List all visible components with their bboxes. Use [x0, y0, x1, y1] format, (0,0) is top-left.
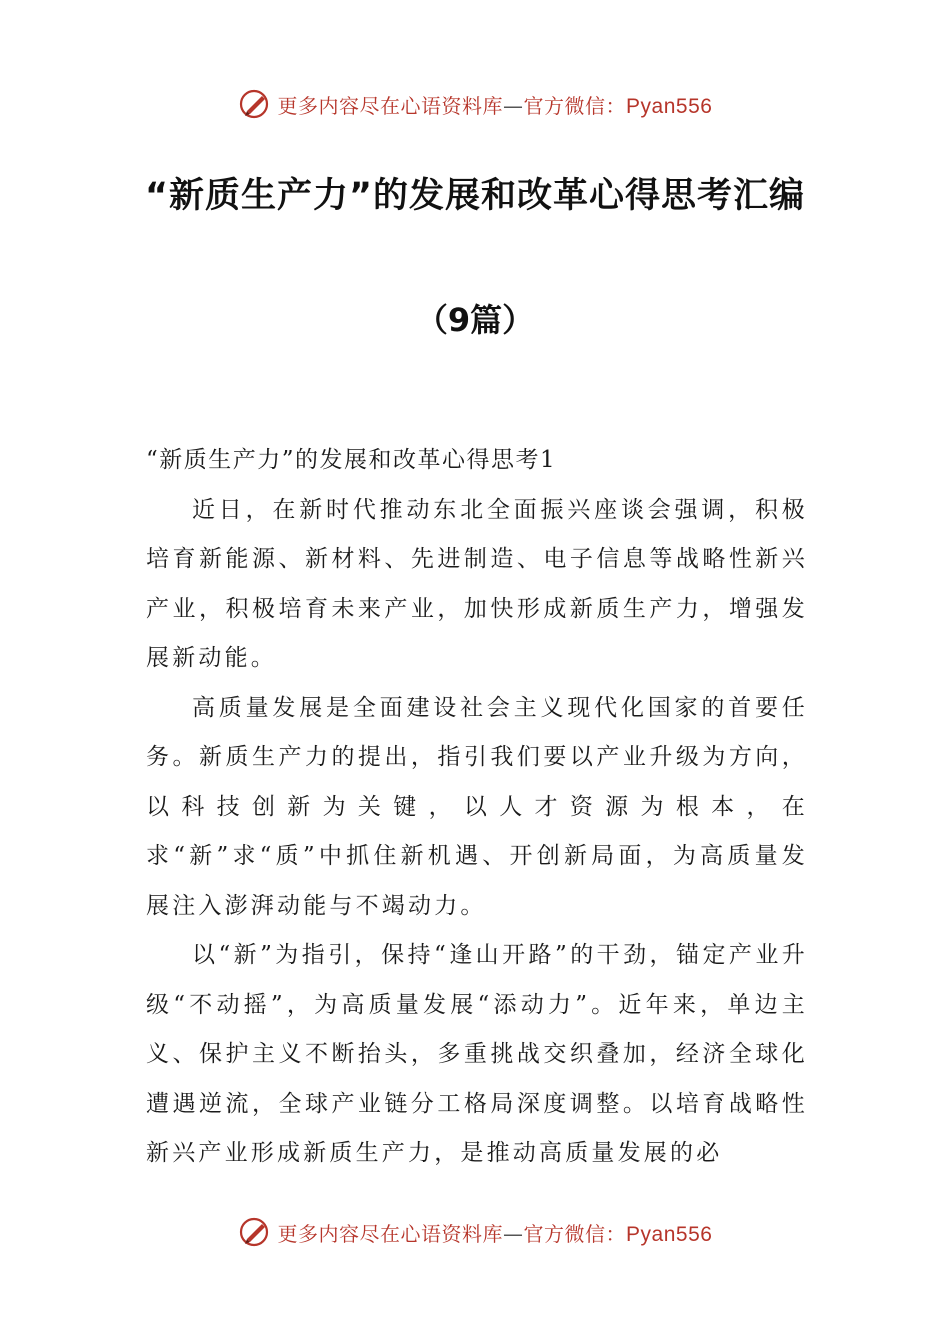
paragraph-1: 近日，在新时代推动东北全面振兴座谈会强调，积极培育新能源、新材料、先进制造、电子信息等战略性新兴产业，积极培育未来产业，加快形成新质生产力，增强发展新动能。 — [146, 496, 808, 671]
header-wechat-label: 官方微信： — [523, 93, 627, 118]
footer-wechat-label: 官方微信： — [523, 1221, 627, 1246]
document-title: “新质生产力”的发展和改革心得思考汇编 — [144, 176, 805, 216]
pen-logo-icon — [238, 1215, 272, 1249]
header-site-text: 更多内容尽在心语资料库 — [277, 93, 504, 118]
header-dash: — — [503, 93, 524, 118]
footer-wechat-id: Pyan556 — [626, 1222, 713, 1246]
header-banner-text — [278, 90, 713, 119]
header-banner — [0, 84, 950, 124]
footer-banner — [0, 1212, 950, 1252]
header-wechat-id: Pyan556 — [626, 94, 713, 118]
section-heading: “新质生产力”的发展和改革心得思考1 — [146, 447, 557, 473]
paragraph-3: 以“新”为指引，保持“逢山开路”的干劲，锚定产业升级“不动摇”，为高质量发展“添动力”。近年来，单边主义、保护主义不断抬头，多重挑战交织叠加，经济全球化遭遇逆流，全球产业链分工格局深度调整。以培育战略性新兴产业形成新质生产力，是推动高质量发展的必 — [146, 942, 808, 1166]
document-body — [146, 436, 808, 1179]
footer-site-text: 更多内容尽在心语资料库 — [277, 1221, 504, 1246]
document-subtitle: （9篇） — [415, 301, 535, 339]
pen-logo-icon — [238, 87, 272, 121]
paragraph-2: 高质量发展是全面建设社会主义现代化国家的首要任务。新质生产力的提出，指引我们要以产业升级为方向，以科技创新为关键，以人才资源为根本，在求“新”求“质”中抓住新机遇、开创新局面，为高质量发展注入澎湃动能与不竭动力。 — [146, 694, 808, 919]
footer-banner-text — [278, 1218, 713, 1247]
footer-dash: — — [503, 1221, 524, 1246]
